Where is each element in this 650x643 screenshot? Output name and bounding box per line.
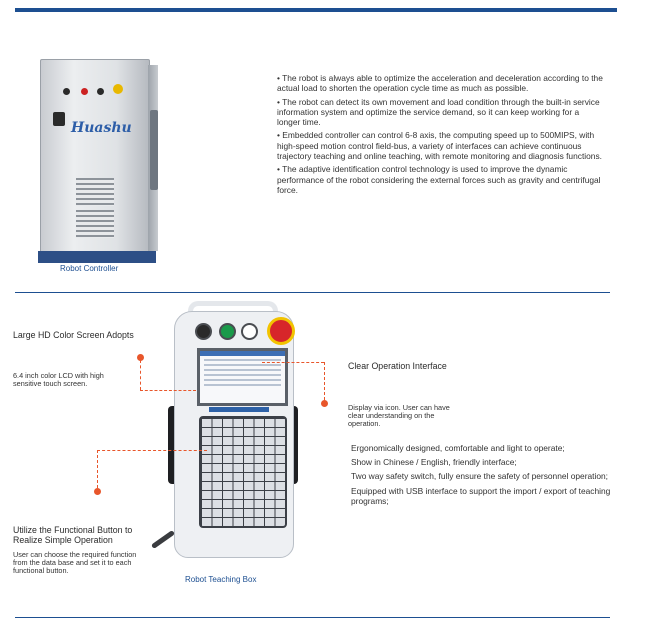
section-divider xyxy=(15,617,610,618)
callout-dot xyxy=(321,400,328,407)
emergency-stop-knob xyxy=(113,84,123,94)
screen-row xyxy=(204,379,281,381)
screen-row xyxy=(204,359,281,361)
indicator-knob xyxy=(97,88,104,95)
feature-item: Ergonomically designed, comfortable and light to operate; xyxy=(351,443,565,453)
section-divider xyxy=(15,292,610,293)
teaching-box-caption: Robot Teaching Box xyxy=(185,575,257,584)
button-callout-text: User can choose the required function from the data base and set it to each functional button. xyxy=(13,550,137,576)
start-button-icon xyxy=(219,323,236,340)
brand-logo: Huashu xyxy=(71,120,132,136)
callout-line xyxy=(140,390,196,391)
bullet-item: • The robot is always able to optimize the acceleration and deceleration according to the actual load to shorten the operation cycle time as much as possible. xyxy=(277,73,603,94)
pendant-body xyxy=(174,311,294,558)
vent-grille xyxy=(76,178,114,206)
vent-grille xyxy=(76,210,114,238)
mode-key-icon xyxy=(195,323,212,340)
cabinet-handle xyxy=(150,110,158,190)
feature-item: Two way safety switch, fully ensure the safety of personnel operation; xyxy=(351,471,608,482)
pendant-cable xyxy=(151,530,175,549)
pendant-screen xyxy=(197,348,288,406)
screen-row xyxy=(204,374,281,376)
feature-item: Show in Chinese / English, friendly interface; xyxy=(351,457,517,468)
stop-button-icon xyxy=(241,323,258,340)
cabinet-body xyxy=(40,59,150,253)
controller-caption: Robot Controller xyxy=(60,264,119,273)
indicator-knob xyxy=(63,88,70,95)
callout-line xyxy=(324,362,325,400)
robot-teaching-box-image xyxy=(168,311,298,561)
cabinet-base xyxy=(38,251,156,263)
bullet-item: • The robot can detect its own movement and load condition through the built-in service information system and optimize the service demand, so it can keep working for a longer time. xyxy=(277,96,600,128)
screen-row xyxy=(204,364,281,366)
robot-controller-image xyxy=(38,55,158,265)
bullet-item: • The adaptive identification control technology is used to improve the dynamic performance of the robot considering the external forces such as gravity and centrifugal force. xyxy=(277,164,601,195)
callout-line xyxy=(97,450,207,451)
callout-line xyxy=(97,450,98,488)
screen-callout-title: Large HD Color Screen Adopts xyxy=(13,330,134,340)
callout-line xyxy=(140,360,141,390)
top-accent-bar xyxy=(15,8,617,12)
indicator-lamp-red xyxy=(81,88,88,95)
emergency-stop-icon xyxy=(267,317,295,345)
screen-row xyxy=(204,369,281,371)
pendant-feature-list xyxy=(351,443,626,510)
controller-bullet-list xyxy=(277,73,603,198)
screen-row xyxy=(204,384,281,386)
power-switch xyxy=(53,112,65,126)
interface-callout-title: Clear Operation Interface xyxy=(348,361,447,371)
callout-dot xyxy=(94,488,101,495)
interface-callout-text: Display via icon. User can have clear understanding on the operation. xyxy=(348,403,450,429)
pendant-brand-strip xyxy=(209,407,269,412)
screen-title-bar xyxy=(200,351,285,356)
bullet-item: • Embedded controller can control 6-8 axis, the computing speed up to 500MIPS, with high-speed motion control field-bus, a variety of interfaces can achieve continuous trajectory teaching and online teaching, with remote monitoring and diagnosis functions. xyxy=(277,130,602,162)
feature-item: Equipped with USB interface to support the import / export of teaching programs; xyxy=(351,485,611,506)
callout-line xyxy=(262,362,324,363)
pendant-keypad xyxy=(199,416,287,528)
button-callout-title: Utilize the Functional Button to Realize Simple Operation xyxy=(13,525,133,545)
screen-callout-text: 6.4 inch color LCD with high sensitive touch screen. xyxy=(13,371,104,389)
